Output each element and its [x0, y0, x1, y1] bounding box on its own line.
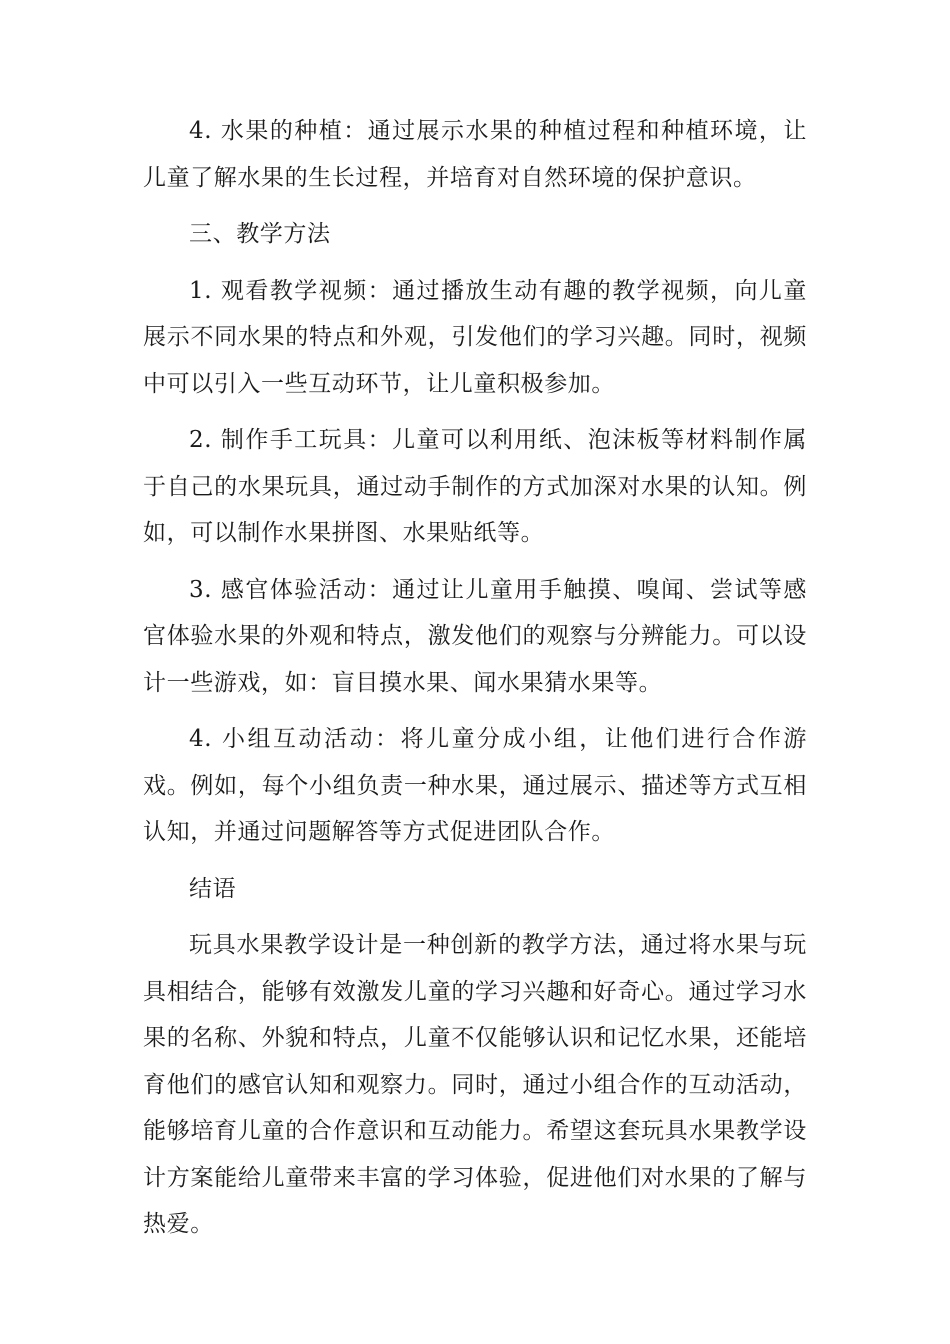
document-body — [143, 108, 807, 1258]
paragraph-watch-video: 1. 观看教学视频：通过播放生动有趣的教学视频，向儿童展示不同水果的特点和外观，引发他们的学习兴趣。同时，视频中可以引入一些互动环节，让儿童积极参加。 — [143, 277, 807, 397]
section-heading-conclusion: 结语 — [189, 875, 237, 902]
paragraph-sensory-activity: 3. 感官体验活动：通过让儿童用手触摸、嗅闻、尝试等感官体验水果的外观和特点，激发他们的观察与分辨能力。可以设计一些游戏，如：盲目摸水果、闻水果猜水果等。 — [143, 576, 807, 696]
paragraph-conclusion: 玩具水果教学设计是一种创新的教学方法，通过将水果与玩具相结合，能够有效激发儿童的学习兴趣和好奇心。通过学习水果的名称、外貌和特点，儿童不仅能够认识和记忆水果，还能培育他们的感官认知和观察力。同时，通过小组合作的互动活动，能够培育儿童的合作意识和互动能力。希望这套玩具水果教学设计方案能给儿童带来丰富的学习体验，促进他们对水果的了解与热爱。 — [143, 932, 807, 1237]
paragraph-handmade-toys: 2. 制作手工玩具：儿童可以利用纸、泡沫板等材料制作属于自己的水果玩具，通过动手制作的方式加深对水果的认知。例如，可以制作水果拼图、水果贴纸等。 — [143, 427, 807, 546]
paragraph-planting: 4. 水果的种植：通过展示水果的种植过程和种植环境，让儿童了解水果的生长过程，并培育对自然环境的保护意识。 — [143, 118, 807, 191]
section-heading-teaching-methods: 三、教学方法 — [189, 221, 331, 247]
paragraph-group-activity: 4. 小组互动活动：将儿童分成小组，让他们进行合作游戏。例如，每个小组负责一种水果，通过展示、描述等方式互相认知，并通过问题解答等方式促进团队合作。 — [143, 726, 807, 845]
